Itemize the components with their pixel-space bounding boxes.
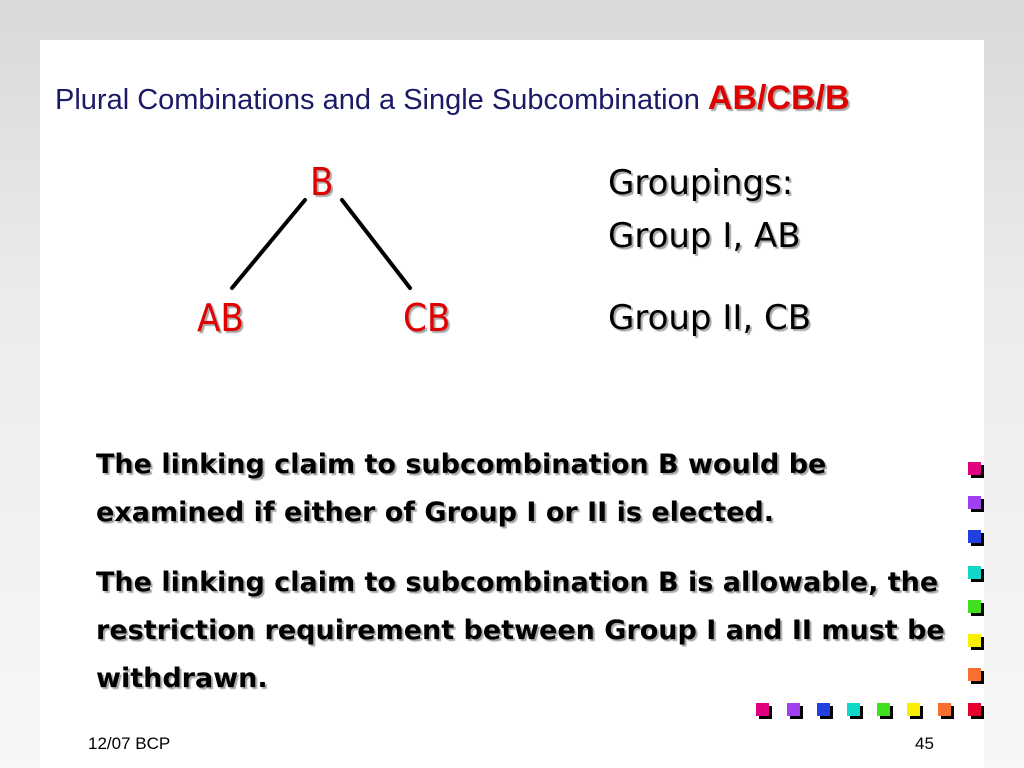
decor-square xyxy=(968,496,981,509)
title-accent: AB/CB/B xyxy=(707,79,850,117)
page-number: 45 xyxy=(915,734,934,753)
decor-square xyxy=(968,530,981,543)
footer-date: 12/07 BCP xyxy=(88,734,171,753)
decor-square xyxy=(756,703,769,716)
decor-square xyxy=(787,703,800,716)
paragraph-examined: The linking claim to subcombination B would be examined if either of Group I or II is elected. xyxy=(96,449,827,528)
decor-square xyxy=(968,668,981,681)
decor-square xyxy=(817,703,830,716)
tree-node-left: AB xyxy=(197,296,244,340)
decor-square xyxy=(877,703,890,716)
decor-square xyxy=(968,566,981,579)
groupings-heading: Groupings: xyxy=(608,163,794,203)
decor-square xyxy=(968,703,981,716)
decor-square xyxy=(968,462,981,475)
decor-square xyxy=(847,703,860,716)
group-2-label: Group II, CB xyxy=(608,298,812,338)
tree-edge-right xyxy=(342,200,410,288)
tree-node-root: B xyxy=(310,160,334,204)
paragraph-allowable: The linking claim to subcombination B is allowable, the restriction requirement between Group I and II must be withdrawn. xyxy=(96,567,945,694)
decor-square xyxy=(968,634,981,647)
tree-node-right: CB xyxy=(403,296,451,340)
tree-edge-left xyxy=(232,200,305,288)
decor-square xyxy=(968,600,981,613)
group-1-label: Group I, AB xyxy=(608,216,801,256)
decor-square xyxy=(907,703,920,716)
title-main: Plural Combinations and a Single Subcombination xyxy=(55,84,700,116)
decor-square xyxy=(938,703,951,716)
